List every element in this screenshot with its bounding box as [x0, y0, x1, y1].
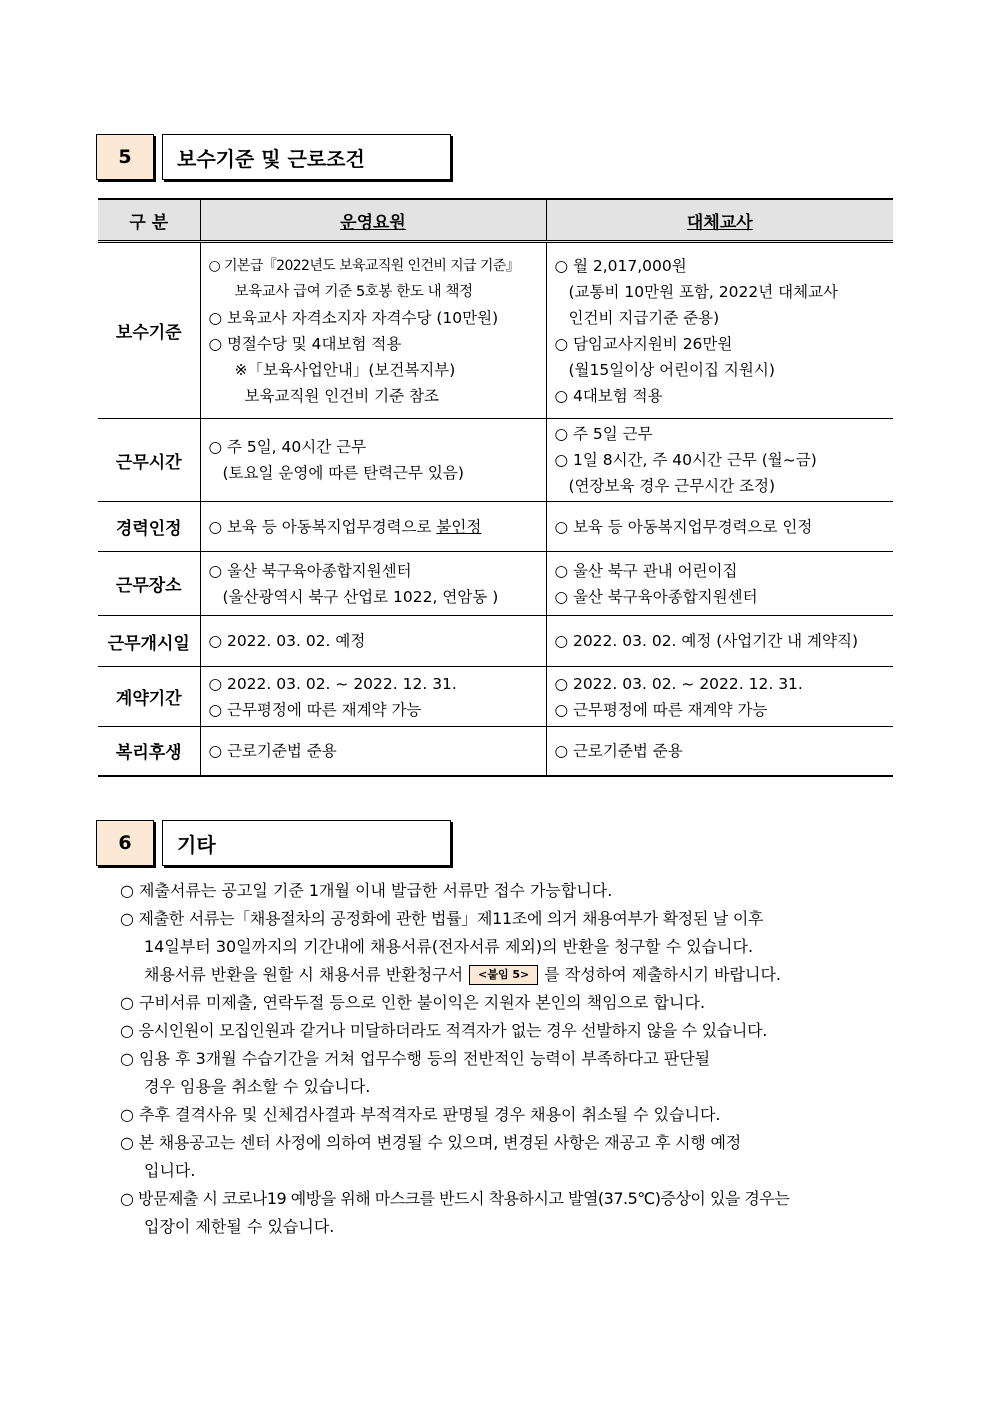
row-label: 계약기간: [98, 667, 200, 727]
row-col2: ○ 주 5일 근무 ○ 1일 8시간, 주 40시간 근무 (월~금) (연장보육 경우 근무시간 조정): [546, 419, 893, 502]
table-row: [98, 616, 893, 667]
list-item: ○ 제출한 서류는「채용절차의 공정화에 관한 법률」제11조에 의거 채용여부가 확정된 날 이후: [120, 909, 764, 928]
row-col2: ○ 2022. 03. 02. ~ 2022. 12. 31. ○ 근무평정에 따른 재계약 가능: [546, 667, 893, 727]
conditions-table: [98, 198, 893, 777]
row-col2: ○ 보육 등 아동복지업무경력으로 인정: [546, 502, 893, 552]
header-category: 구 분: [98, 199, 200, 242]
list-item: ○ 제출서류는 공고일 기준 1개월 이내 발급한 서류만 접수 가능합니다.: [120, 881, 613, 900]
row-col2: ○ 울산 북구 관내 어린이집 ○ 울산 북구육아종합지원센터: [546, 552, 893, 616]
table-row: [98, 727, 893, 776]
table-header-row: [98, 199, 893, 242]
list-item: ○ 응시인원이 모집인원과 같거나 미달하더라도 적격자가 없는 경우 선발하지 않을 수 있습니다.: [120, 1021, 768, 1040]
row-col1: ○ 울산 북구육아종합지원센터 (울산광역시 북구 산업로 1022, 연암동 ): [200, 552, 546, 616]
section-number: 6: [96, 820, 154, 866]
list-item-continuation: 14일부터 30일까지의 기간내에 채용서류(전자서류 제외)의 반환을 청구할 수 있습니다.: [144, 937, 754, 956]
list-item: ○ 임용 후 3개월 수습기간을 거쳐 업무수행 등의 전반적인 능력이 부족하다고 판단될: [120, 1049, 711, 1068]
list-item-continuation: 채용서류 반환을 원할 시 채용서류 반환청구서 <붙임 5> 를 작성하여 제출하시기 바랍니다.: [144, 965, 782, 984]
list-item: ○ 추후 결격사유 및 신체검사결과 부적격자로 판명될 경우 채용이 취소될 수 있습니다.: [120, 1105, 721, 1124]
notes-list: [120, 877, 900, 1241]
list-item: ○ 본 채용공고는 센터 사정에 의하여 변경될 수 있으며, 변경된 사항은 재공고 후 시행 예정: [120, 1133, 742, 1152]
row-label: 근무시간: [98, 419, 200, 502]
section-title: 보수기준 및 근로조건: [162, 134, 451, 180]
attachment-badge: <붙임 5>: [469, 965, 538, 985]
header-col1: 운영요원: [200, 199, 546, 242]
table-row: [98, 419, 893, 502]
emphasis-text: 불인정: [436, 517, 482, 536]
row-col1: ○ 2022. 03. 02. 예정: [200, 616, 546, 667]
row-label: 근무개시일: [98, 616, 200, 667]
list-item-continuation: 입니다.: [144, 1161, 196, 1180]
row-label: 경력인정: [98, 502, 200, 552]
list-item-continuation: 입장이 제한될 수 있습니다.: [144, 1217, 335, 1236]
section-number: 5: [96, 134, 154, 180]
row-label: 복리후생: [98, 727, 200, 776]
row-col1: ○ 근로기준법 준용: [200, 727, 546, 776]
row-label: 보수기준: [98, 242, 200, 419]
row-col1: ○ 보육 등 아동복지업무경력으로 불인정: [200, 502, 546, 552]
list-item: ○ 구비서류 미제출, 연락두절 등으로 인한 불이익은 지원자 본인의 책임으로 합니다.: [120, 993, 706, 1012]
row-col1: ○ 2022. 03. 02. ~ 2022. 12. 31. ○ 근무평정에 따른 재계약 가능: [200, 667, 546, 727]
section-title: 기타: [162, 820, 451, 866]
table-row: [98, 242, 893, 419]
table-row: [98, 667, 893, 727]
row-col1: ○ 주 5일, 40시간 근무 (토요일 운영에 따른 탄력근무 있음): [200, 419, 546, 502]
list-item-continuation: 경우 임용을 취소할 수 있습니다.: [144, 1077, 371, 1096]
row-col2: ○ 월 2,017,000원 (교통비 10만원 포함, 2022년 대체교사 인건비 지급기준 준용) ○ 담임교사지원비 26만원 (월15일이상 어린이집 지원시) ○ 4대보험 적용: [546, 242, 893, 419]
table-row: [98, 502, 893, 552]
table-row: [98, 552, 893, 616]
row-col2: ○ 근로기준법 준용: [546, 727, 893, 776]
list-item: ○ 방문제출 시 코로나19 예방을 위해 마스크를 반드시 착용하시고 발열(37.5℃)증상이 있을 경우는: [120, 1189, 790, 1208]
header-col2: 대체교사: [546, 199, 893, 242]
row-col2: ○ 2022. 03. 02. 예정 (사업기간 내 계약직): [546, 616, 893, 667]
row-label: 근무장소: [98, 552, 200, 616]
row-col1: ○ 기본급『2022년도 보육교직원 인건비 지급 기준』 보육교사 급여 기준 5호봉 한도 내 책정 ○ 보육교사 자격소지자 자격수당 (10만원) ○ 명절수당 및 4대보험 적용 ※「보육사업안내」(보건복지부) 보육교직원 인건비 기준 참조: [200, 242, 546, 419]
